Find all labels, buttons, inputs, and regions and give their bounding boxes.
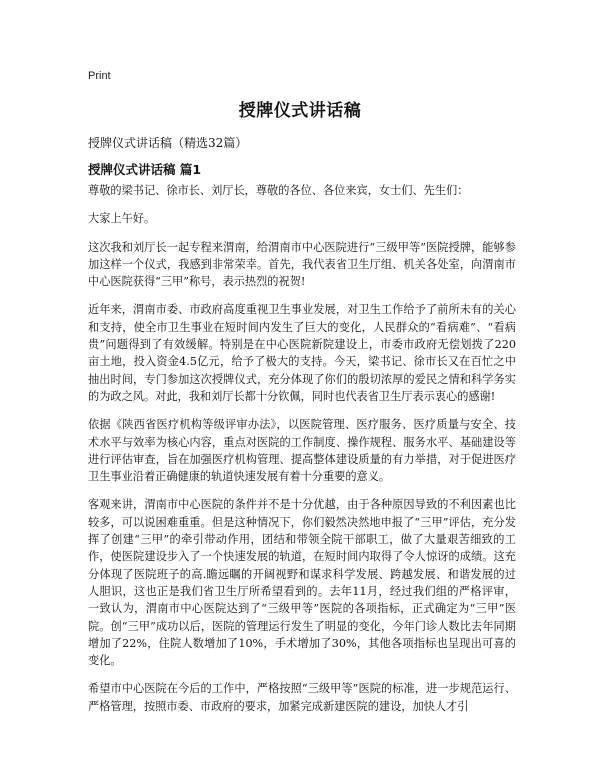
section-heading: 授牌仪式讲话稿 篇1	[88, 162, 202, 177]
paragraph-expectations: 希望市中心医院在今后的工作中，严格按照“三级甲等”医院的标准，进一步规范运行、严格管理，按照市委、市政府的要求，加紧完成新建医院的建设，加快人才引	[88, 682, 516, 713]
paragraph-background: 近年来，渭南市委、市政府高度重视卫生事业发展，对卫生工作给予了前所未有的关心和支持，使全市卫生事业在短时间内发生了巨大的变化，人民群众的“看病难”、“看病贵”问题得到了有效缓解。特别是在中心医院新院建设上，市委市政府无偿划拨了220亩土地，投入资金4.5亿元，给予了极大的支持。今天，梁书记、徐市长又在百忙之中抽出时间，专门参加这次授牌仪式，充分体现了你们的殷切浓厚的爱民之情和科学务实的为政之风。对此，我和刘厅长都十分钦佩，同时也代表省卫生厅表示衷心的感谢!	[88, 303, 516, 403]
paragraph-evaluation-basis: 依据《陕西省医疗机构等级评审办法》，以医院管理、医疗服务、医疗质量与安全、技术水平与效率为核心内容，重点对医院的工作制度、操作规程、服务水平、基础建设等进行评估审查，旨在加强医疗机构管理、提高整体建设质量的有力举措，对于促进医疗卫生事业沿着正确健康的轨道快速发展有着十分重要的意义。	[88, 418, 516, 484]
paragraph-achievements: 客观来讲，渭南市中心医院的条件并不是十分优越，由于各种原因导致的不利因素也比较多，可以说困难重重。但是这种情况下，你们毅然决然地申报了“三甲”评估，充分发挥了创建“三甲”的牵引带动作用，团结和带领全院干部职工，做了大量艰苦细致的工作，使医院建设步入了一个快速发展的轨道，在短时间内取得了令人惊讶的成绩。这充分体现了医院班子的高.瞻远瞩的开阔视野和谋求科学发展、跨越发展、和谐发展的过人胆识，这也正是我们省卫生厅所希望看到的。去年11月，经过我们组的严格评审，一致认为，渭南市中心医院达到了“三级甲等”医院的各项指标，正式确定为“三甲”医院。创“三甲”成功以后，医院的管理运行发生了明显的变化，今年门诊人数比去年同期增加了22%，住院人数增加了10%，手术增加了30%，其他各项指标也呈现出可喜的变化。	[88, 498, 516, 668]
print-link[interactable]: Print	[88, 70, 111, 82]
paragraph-opening: 这次我和刘厅长一起专程来渭南，给渭南市中心医院进行“三级甲等”医院授牌，能够参加这样一个仪式，我感到非常荣幸。首先，我代表省卫生厅组、机关各处室，向渭南市中心医院获得“三甲”称号，表示热烈的祝贺!	[88, 240, 516, 289]
document-body	[88, 182, 516, 726]
paragraph-greeting: 大家上午好。	[88, 212, 156, 226]
document-title: 授牌仪式讲话稿	[238, 101, 362, 121]
paragraph-salutation: 尊敬的梁书记、徐市长、刘厅长，尊敬的各位、各位来宾，女士们、先生们：	[88, 184, 469, 197]
document-subtitle: 授牌仪式讲话稿（精选32篇）	[88, 136, 248, 150]
